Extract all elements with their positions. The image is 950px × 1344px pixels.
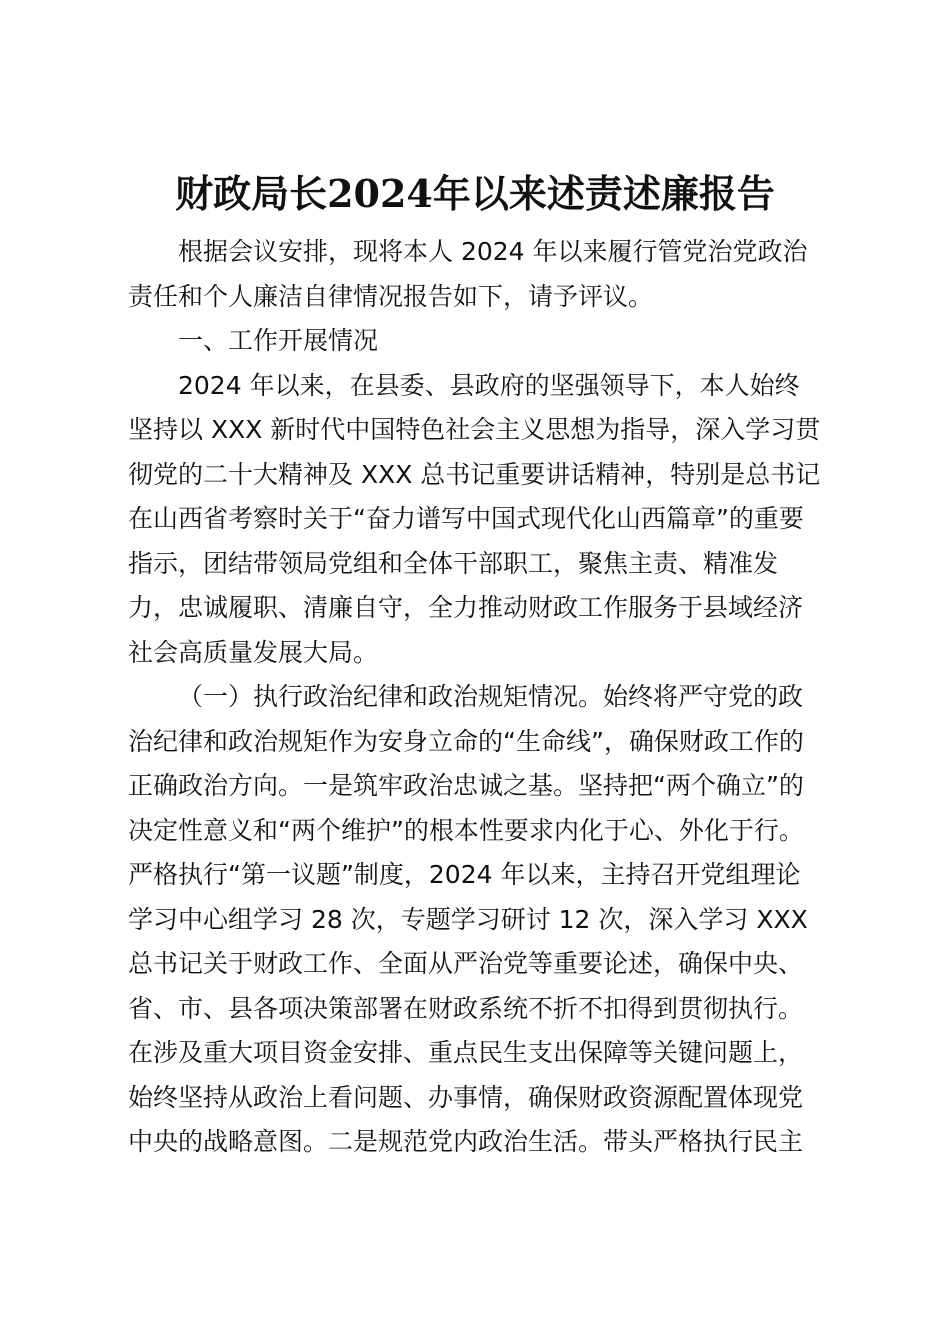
paragraph-line: 在涉及重大项目资金安排、重点民生支出保障等关键问题上， <box>128 1038 804 1067</box>
paragraph-line: 2024 年以来，在县委、县政府的坚强领导下，本人始终 <box>178 370 800 400</box>
paragraph-line: 指示，团结带领局党组和全体干部职工，聚焦主责、精准发 <box>128 548 779 578</box>
document-title: 财政局长2024年以来述责述廉报告 <box>175 171 775 216</box>
paragraph-line: 在山西省考察时关于“奋力谱写中国式现代化山西篇章”的重要 <box>128 504 804 533</box>
paragraph-line: 中央的战略意图。二是规范党内政治生活。带头严格执行民主 <box>128 1127 804 1156</box>
document-body <box>128 230 828 1165</box>
paragraph-line: 社会高质量发展大局。 <box>128 637 379 667</box>
paragraph-line: 责任和个人廉洁自律情况报告如下，请予评议。 <box>128 281 654 311</box>
paragraph-line: 始终坚持从政治上看问题、办事情，确保财政资源配置体现党 <box>128 1082 804 1112</box>
paragraph-line: 省、市、县各项决策部署在财政系统不折不扣得到贯彻执行。 <box>128 993 804 1023</box>
paragraph-line: 决定性意义和“两个维护”的根本性要求内化于心、外化于行。 <box>128 815 804 845</box>
paragraph-line: 总书记关于财政工作、全面从严治党等重要论述，确保中央、 <box>128 949 804 978</box>
paragraph-line: 严格执行“第一议题”制度，2024 年以来，主持召开党组理论 <box>128 860 801 889</box>
paragraph-line: 根据会议安排，现将本人 2024 年以来履行管党治党政治 <box>178 237 808 266</box>
paragraph-line: 治纪律和政治规矩作为安身立命的“生命线”，确保财政工作的 <box>128 726 804 756</box>
paragraph-line: 学习中心组学习 28 次，专题学习研讨 12 次，深入学习 XXX <box>128 904 808 934</box>
paragraph-line: 彻党的二十大精神及 XXX 总书记重要讲话精神，特别是总书记 <box>128 459 821 489</box>
paragraph-line: 坚持以 XXX 新时代中国特色社会主义思想为指导，深入学习贯 <box>128 415 821 444</box>
section-heading: 一、工作开展情况 <box>178 326 379 355</box>
paragraph-line: 力，忠诚履职、清廉自守，全力推动财政工作服务于县域经济 <box>128 593 804 622</box>
paragraph-line: （一）执行政治纪律和政治规矩情况。始终将严守党的政 <box>178 682 804 711</box>
paragraph-line: 正确政治方向。一是筑牢政治忠诚之基。坚持把“两个确立”的 <box>128 771 804 800</box>
